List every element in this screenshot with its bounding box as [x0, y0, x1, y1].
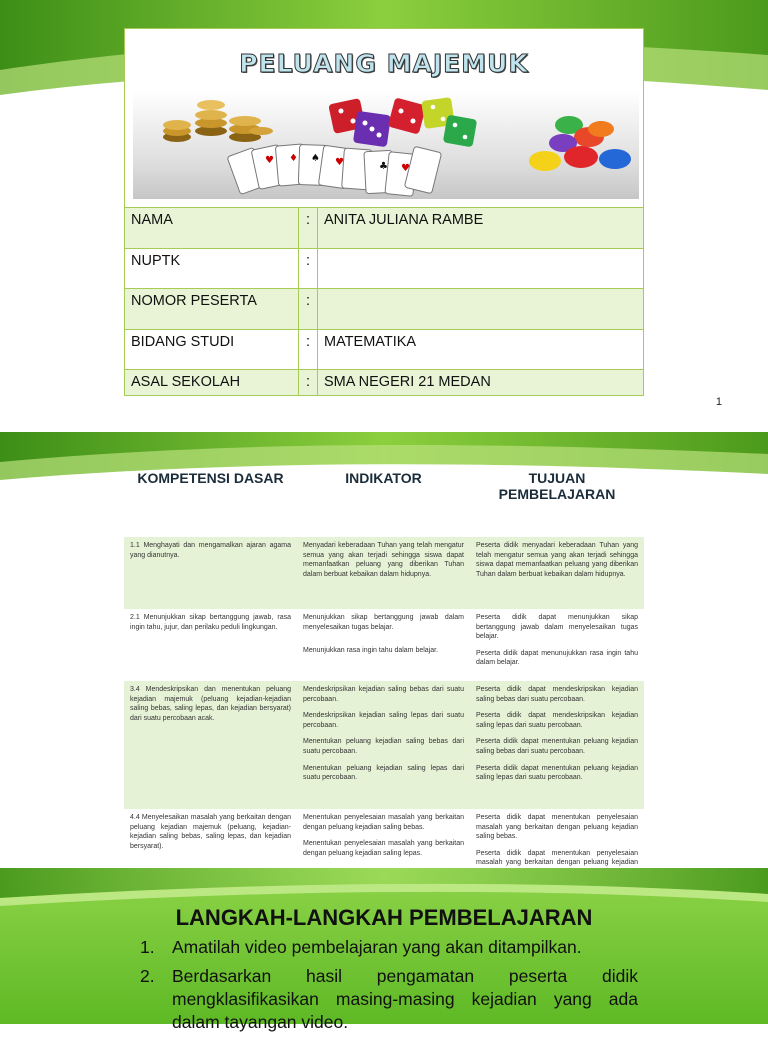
indikator-item: Mendeskripsikan kejadian saling lepas dari suatu percobaan.	[303, 712, 464, 729]
tujuan-item: Peserta didik dapat menunjukkan sikap bertanggung jawab dalam menyelesaikan tugas belajar.	[476, 614, 638, 641]
tujuan-item: Peserta didik dapat menentukan penyelesaian masalah yang berkaitan dengan peluang kejadian	[476, 849, 638, 867]
slide-2	[0, 432, 768, 868]
step-number: 1.	[140, 937, 155, 957]
field-value	[318, 248, 644, 289]
field-separator: :	[299, 329, 318, 370]
field-value: MATEMATIKA	[318, 329, 644, 370]
field-value: SMA NEGERI 21 MEDAN	[318, 370, 644, 396]
kd-cell: 1.1 Menghayati dan mengamalkan ajaran agama yang dianutnya.	[124, 537, 297, 609]
svg-text:♦: ♦	[289, 153, 298, 164]
field-label: NAMA	[125, 208, 299, 249]
step-text: Berdasarkan hasil pengamatan peserta didik mengklasifikasikan masing-masing kejadian yang ada dalam tayangan video.	[172, 966, 638, 1032]
svg-text:♥: ♥	[335, 157, 344, 168]
slide-title: LANGKAH-LANGKAH PEMBELAJARAN	[175, 905, 593, 930]
indikator-item: Menunjukkan sikap bertanggung jawab dalam menyelesaikan tugas belajar.	[303, 614, 464, 631]
indikator-cell	[297, 609, 470, 681]
tujuan-item: Peserta didik menyadari keberadaan Tuhan yang telah mengatur semua yang akan terjadi sehingga siswa dapat memanfaatkan peluang yang diberikan Tuhan dalam berbuat kebaikan dalam hidupnya.	[476, 542, 638, 578]
header-tujuan-pembelajaran: TUJUAN PEMBELAJARAN	[498, 470, 616, 502]
identity-row	[125, 370, 644, 396]
header-kompetensi-dasar: KOMPETENSI DASAR	[137, 470, 284, 486]
tujuan-item: Peserta didik dapat menentukan peluang kejadian saling bebas dari suatu percobaan.	[476, 738, 638, 755]
field-separator: :	[299, 248, 318, 289]
tujuan-cell	[470, 681, 644, 809]
tujuan-cell	[470, 609, 644, 681]
playing-cards-icon	[227, 144, 442, 196]
list-item	[138, 965, 638, 1034]
tujuan-item: Peserta didik dapat mendeskripsikan kejadian saling bebas dari suatu percobaan.	[476, 686, 638, 703]
svg-text:♠: ♠	[311, 153, 320, 164]
field-label: BIDANG STUDI	[125, 329, 299, 370]
field-label: NOMOR PESERTA	[125, 289, 299, 330]
probability-banner-image	[133, 91, 639, 199]
svg-text:♥: ♥	[401, 163, 410, 174]
indikator-cell	[297, 681, 470, 809]
field-separator: :	[299, 208, 318, 249]
kd-cell: 2.1 Menunjukkan sikap bertanggung jawab, rasa ingin tahu, jujur, dan perilaku peduli lingkungan.	[130, 614, 291, 631]
step-number: 2.	[140, 966, 155, 986]
identity-row	[125, 248, 644, 289]
kd-cell: 4.4 Menyelesaikan masalah yang berkaitan dengan peluang kejadian majemuk (peluang, kejadian-kejadian saling bebas, saling lepas, dan kejadian bersyarat).	[130, 814, 291, 850]
table-row	[124, 537, 644, 609]
svg-text:♥: ♥	[265, 155, 274, 166]
indikator-item: Menyadari keberadaan Tuhan yang telah mengatur semua yang akan terjadi sehingga siswa dapat memanfaatkan peluang yang diberikan Tuhan dalam berbuat kebaikan dalam hidupnya.	[303, 542, 464, 578]
slide-1	[0, 0, 768, 422]
indikator-item: Mendeskripsikan kejadian saling bebas dari suatu percobaan.	[303, 686, 464, 703]
identity-row	[125, 208, 644, 249]
field-value: ANITA JULIANA RAMBE	[318, 208, 644, 249]
field-separator: :	[299, 370, 318, 396]
indikator-item: Menentukan peluang kejadian saling lepas dari suatu percobaan.	[303, 764, 464, 782]
competency-table	[124, 462, 644, 891]
header-indikator: INDIKATOR	[345, 470, 422, 486]
kd-cell: 3.4 Mendeskripsikan dan menentukan peluang kejadian majemuk (peluang kejadian-kejadian saling bebas, saling lepas, dan kejadian bersyarat) dari suatu percobaan acak.	[124, 681, 297, 809]
tujuan-item: Peserta didik dapat menentukan penyelesaian masalah yang berkaitan dengan peluang kejadian saling bebas.	[476, 814, 638, 841]
colored-chips-icon	[529, 116, 631, 171]
field-separator: :	[299, 289, 318, 330]
indikator-cell	[297, 537, 470, 609]
svg-text:♣: ♣	[379, 161, 388, 172]
indikator-item: Menentukan peluang kejadian saling bebas dari suatu percobaan.	[303, 738, 464, 755]
table-header-row	[124, 462, 644, 537]
slide-title: PELUANG MAJEMUK	[239, 49, 529, 78]
indikator-item: Menentukan penyelesaian masalah yang berkaitan dengan peluang kejadian saling bebas.	[303, 814, 464, 831]
tujuan-item: Peserta didik dapat menentukan peluang kejadian saling lepas dari suatu percobaan.	[476, 764, 638, 782]
identity-table	[124, 207, 644, 396]
coins-icon	[163, 100, 273, 142]
dice-icon	[328, 97, 477, 147]
table-row	[124, 681, 644, 809]
field-label: NUPTK	[125, 248, 299, 289]
tujuan-item: Peserta didik dapat mendeskripsikan kejadian saling lepas dari suatu percobaan.	[476, 712, 638, 729]
field-label: ASAL SEKOLAH	[125, 370, 299, 396]
field-value	[318, 289, 644, 330]
list-item	[138, 936, 638, 959]
tujuan-item: Peserta didik dapat menunujukkan rasa ingin tahu dalam belajar.	[476, 649, 638, 667]
identity-row	[125, 329, 644, 370]
steps-list	[138, 936, 638, 1040]
step-text: Amatilah video pembelajaran yang akan ditampilkan.	[172, 937, 582, 957]
table-row	[124, 609, 644, 681]
indikator-item: Menunjukkan rasa ingin tahu dalam belajar.	[303, 647, 439, 655]
tujuan-cell	[470, 537, 644, 609]
indikator-item: Menentukan penyelesaian masalah yang berkaitan dengan peluang kejadian saling lepas.	[303, 840, 464, 857]
slide-3	[0, 868, 768, 1032]
page-number: 1	[715, 396, 722, 408]
identity-row	[125, 289, 644, 330]
title-card	[124, 28, 644, 208]
